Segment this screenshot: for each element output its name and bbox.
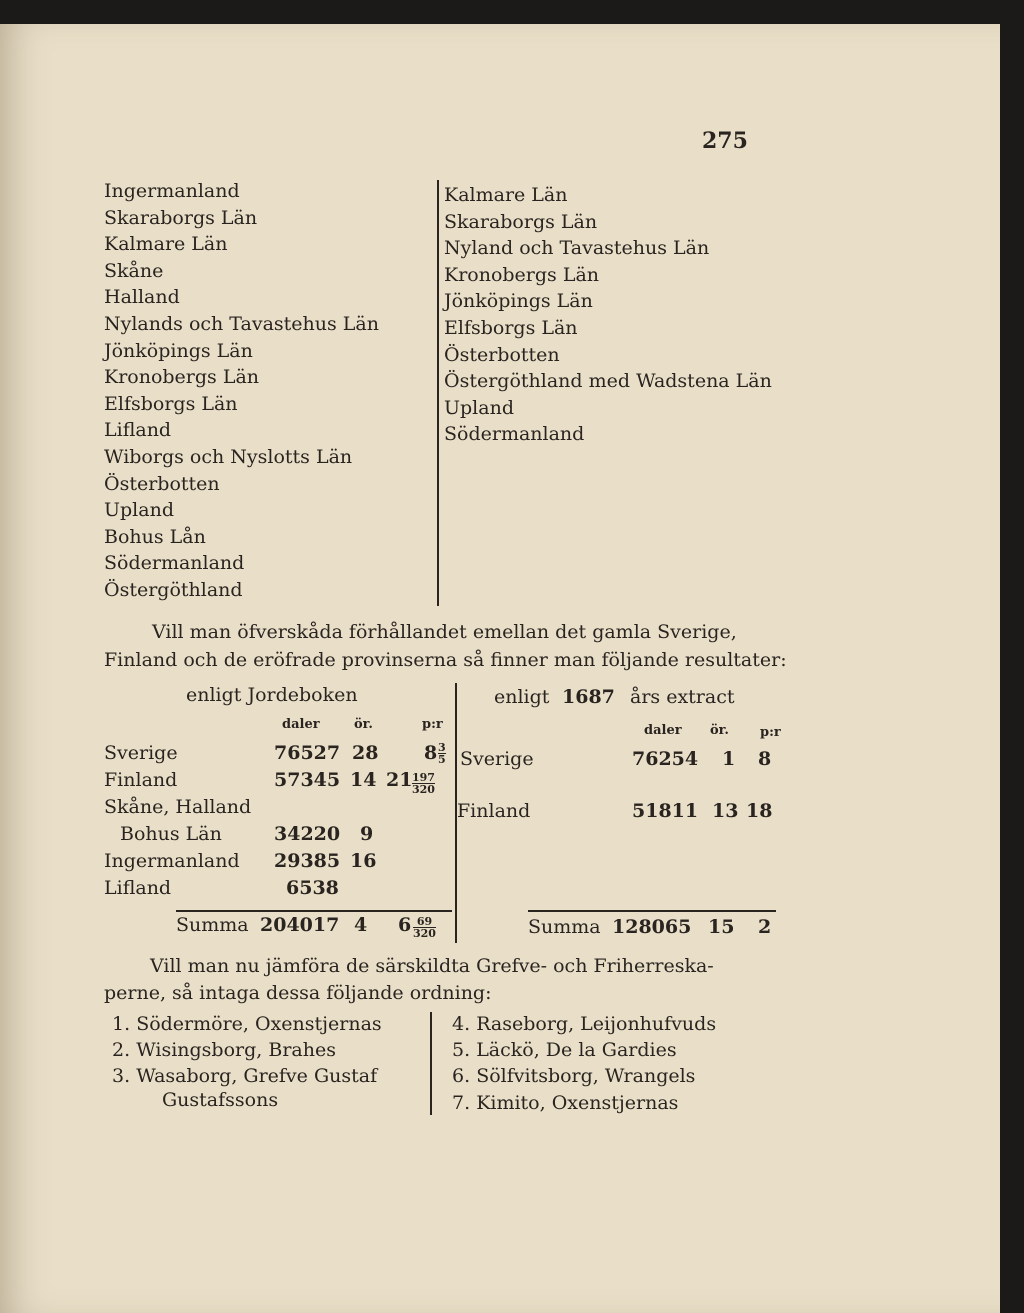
order-number: 5.: [452, 1039, 471, 1061]
list-item: Östergöthland med Wadstena Län: [444, 370, 772, 393]
list-item: Jönköpings Län: [444, 290, 593, 313]
sum-label: Summa: [528, 916, 601, 938]
order-text: Läckö, De la Gardies: [476, 1039, 677, 1061]
list-item: Ingermanland: [104, 180, 240, 202]
list-item: Kronobergs Län: [444, 263, 600, 286]
fraction-num: 3: [438, 741, 446, 754]
col-pr: p:r: [422, 717, 443, 732]
fraction-den: 320: [413, 927, 436, 940]
col-daler: daler: [644, 723, 682, 738]
row-label: Ingermanland: [104, 850, 240, 872]
list-item: Lifland: [104, 419, 172, 442]
order-number: 4.: [452, 1013, 471, 1035]
list-item: Elfsborgs Län: [104, 392, 238, 415]
cell-daler: 57345: [274, 769, 341, 791]
fraction: [412, 772, 435, 795]
list-item: Österbotten: [444, 343, 560, 366]
list-item: Södermanland: [104, 552, 245, 575]
list-item: Upland: [104, 499, 174, 522]
row-label: Bohus Län: [120, 823, 222, 845]
sum-pr: 6: [398, 914, 412, 936]
list-item: Elfsborgs Län: [444, 316, 578, 339]
col-or: ör.: [354, 717, 373, 732]
order-text: Wasaborg, Grefve Gustaf: [136, 1065, 378, 1087]
order-number: 2.: [112, 1039, 131, 1061]
row-label: Lifland: [104, 877, 172, 899]
list-item: Östergöthland: [104, 578, 243, 601]
list-item: Kalmare Län: [444, 184, 568, 206]
order-right-5: [452, 1039, 677, 1061]
fraction: [438, 742, 446, 765]
order-right-4: [452, 1013, 716, 1035]
cell-daler: 6538: [286, 877, 339, 899]
list-item: Upland: [444, 396, 514, 419]
order-divider: [430, 1012, 432, 1115]
list-item: Österbotten: [104, 472, 220, 495]
list-item: Nylands och Tavastehus Län: [104, 312, 379, 335]
row-label: Finland: [457, 800, 531, 822]
order-number: 7.: [452, 1092, 471, 1114]
order-right-6: [452, 1065, 695, 1087]
intro-line-2: Finland och de eröfrade provinserna så finner man följande resultater:: [104, 649, 787, 671]
row-label: Finland: [104, 769, 178, 791]
row-label: Sverige: [460, 748, 534, 770]
fraction-den: 320: [412, 783, 435, 796]
table-right-heading-b: års extract: [630, 686, 735, 708]
order-text: Raseborg, Leijonhufvuds: [476, 1013, 717, 1035]
fraction-num: 69: [416, 915, 433, 928]
cell-or: 1: [722, 748, 736, 770]
col-daler: daler: [282, 717, 320, 732]
col-pr: p:r: [760, 725, 781, 740]
row-label: Skåne, Halland: [104, 796, 252, 818]
cell-or: 28: [352, 742, 379, 764]
outro-line-1: Vill man nu jämföra de särskildta Grefve- och Friherreska-: [150, 955, 714, 977]
list-item: Wiborgs och Nyslotts Län: [104, 445, 353, 468]
list-item: Kalmare Län: [104, 233, 228, 256]
cell-daler: 34220: [274, 823, 341, 845]
intro-line-1: Vill man öfverskåda förhållandet emellan det gamla Sverige,: [152, 621, 737, 643]
sum-or: 4: [354, 914, 368, 936]
cell-pr: 21: [386, 769, 413, 791]
order-number: 1.: [112, 1013, 131, 1035]
cell-or: 16: [350, 850, 377, 872]
list-item: Skaraborgs Län: [444, 210, 598, 233]
cell-or: 13: [712, 800, 739, 822]
cell-pr: 18: [746, 800, 773, 822]
col-or: ör.: [710, 723, 729, 738]
outro-line-2: perne, så intaga dessa följande ordning:: [104, 982, 492, 1004]
table-left-heading: enligt Jordeboken: [186, 684, 358, 706]
list-item: Kronobergs Län: [104, 366, 260, 389]
cell-daler: 76254: [632, 748, 699, 770]
order-number: 3.: [112, 1065, 131, 1087]
cell-daler: 51811: [632, 800, 699, 822]
order-left-3-cont: Gustafssons: [162, 1089, 279, 1111]
sum-or: 15: [708, 916, 735, 938]
order-text: Södermöre, Oxenstjernas: [136, 1013, 382, 1035]
sum-rule: [528, 910, 776, 912]
order-left-1: [112, 1013, 382, 1035]
cell-pr: 8: [758, 748, 772, 770]
list-item: Skaraborgs Län: [104, 206, 258, 229]
fraction: [413, 916, 436, 939]
order-right-7: [452, 1092, 678, 1114]
list-item: Jönköpings Län: [104, 339, 253, 362]
order-number: 6.: [452, 1065, 471, 1087]
order-text: Wisingsborg, Brahes: [136, 1039, 336, 1061]
table-right-heading-a: enligt: [494, 686, 550, 708]
left-province-list: [104, 178, 379, 604]
row-label: Sverige: [104, 742, 178, 764]
list-item: Bohus Lån: [104, 525, 206, 548]
list-item: Halland: [104, 286, 180, 309]
cell-or: 9: [360, 823, 374, 845]
cell-daler: 76527: [274, 742, 341, 764]
list-item: Södermanland: [444, 423, 585, 446]
order-left-3: [112, 1065, 377, 1087]
order-left-2: [112, 1039, 336, 1061]
order-text: Kimito, Oxenstjernas: [476, 1092, 679, 1114]
list-item: Nyland och Tavastehus Län: [444, 237, 710, 260]
column-divider: [437, 180, 439, 606]
cell-or: 14: [350, 769, 377, 791]
page-number: 275: [702, 128, 748, 154]
sum-rule: [176, 910, 452, 912]
fraction-num: 197: [412, 771, 435, 784]
cell-daler: 29385: [274, 850, 341, 872]
sum-pr: 2: [758, 916, 772, 938]
cell-pr: 8: [424, 742, 438, 764]
sum-daler: 128065: [612, 916, 692, 938]
sum-label: Summa: [176, 914, 249, 936]
sum-daler: 204017: [260, 914, 340, 936]
table-right-heading-year: 1687: [562, 686, 615, 708]
fraction-den: 5: [438, 753, 446, 766]
order-text: Sölfvitsborg, Wrangels: [476, 1065, 696, 1087]
right-province-list: [444, 182, 772, 448]
list-item: Skåne: [104, 259, 164, 282]
